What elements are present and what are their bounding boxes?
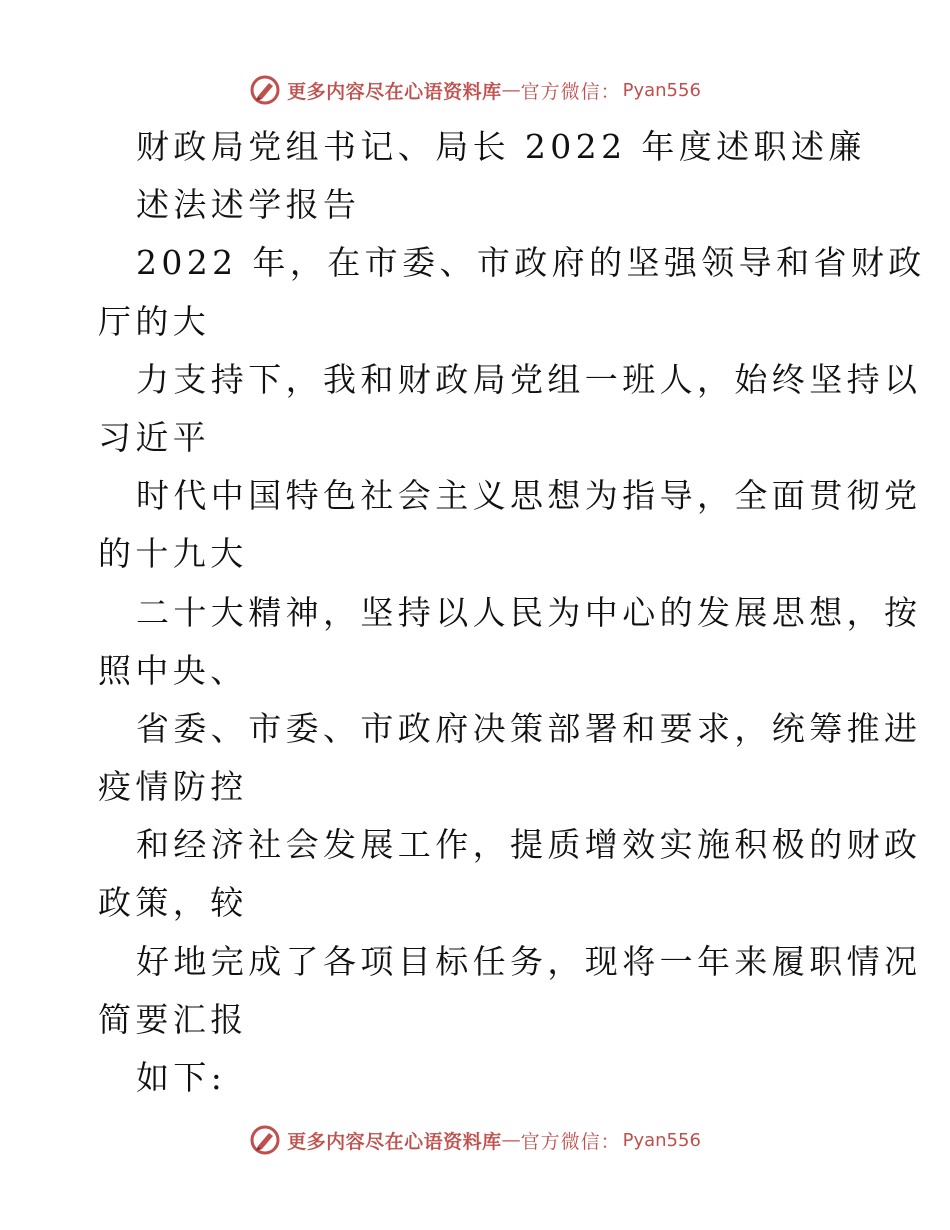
pen-logo-icon xyxy=(249,74,281,106)
text-line: 厅的大 xyxy=(98,301,211,341)
watermark-wechat-id: Pyan556 xyxy=(622,79,701,101)
watermark-dash: — xyxy=(501,1129,521,1151)
pen-logo-icon xyxy=(249,1124,281,1156)
text-line: 好地完成了各项目标任务，现将一年来履职情况 xyxy=(136,941,922,981)
text-line: 财政局党组书记、局长 2022 年度述职述廉 xyxy=(136,127,866,166)
text-line: 和经济社会发展工作，提质增效实施积极的财政 xyxy=(136,825,922,865)
text-line: 述法述学报告 xyxy=(136,185,361,225)
watermark-footer xyxy=(0,1120,950,1160)
watermark-dash: — xyxy=(501,79,521,101)
text-line: 习近平 xyxy=(98,417,211,457)
text-line: 时代中国特色社会主义思想为指导，全面贯彻党 xyxy=(136,476,922,516)
text-line: 省委、市委、市政府决策部署和要求，统筹推进 xyxy=(136,708,922,748)
watermark-label: 官方微信： xyxy=(520,1130,621,1153)
watermark-header xyxy=(0,70,950,110)
text-line: 简要汇报 xyxy=(98,999,248,1039)
text-line: 照中央、 xyxy=(98,650,248,690)
watermark-label: 官方微信： xyxy=(520,80,621,103)
watermark-main-text: 更多内容尽在心语资料库 xyxy=(287,80,502,103)
watermark-wechat-id: Pyan556 xyxy=(622,1129,701,1151)
text-line: 二十大精神，坚持以人民为中心的发展思想，按 xyxy=(136,592,922,632)
text-line: 疫情防控 xyxy=(98,767,248,807)
watermark-main-text: 更多内容尽在心语资料库 xyxy=(287,1130,502,1153)
document-body xyxy=(0,118,950,1107)
text-line: 力支持下，我和财政局党组一班人，始终坚持以 xyxy=(136,359,922,399)
text-line: 政策，较 xyxy=(98,883,248,923)
text-line: 2022 年，在市委、市政府的坚强领导和省财政 xyxy=(136,243,926,283)
text-line: 如下: xyxy=(136,1058,227,1097)
text-line: 的十九大 xyxy=(98,534,248,574)
